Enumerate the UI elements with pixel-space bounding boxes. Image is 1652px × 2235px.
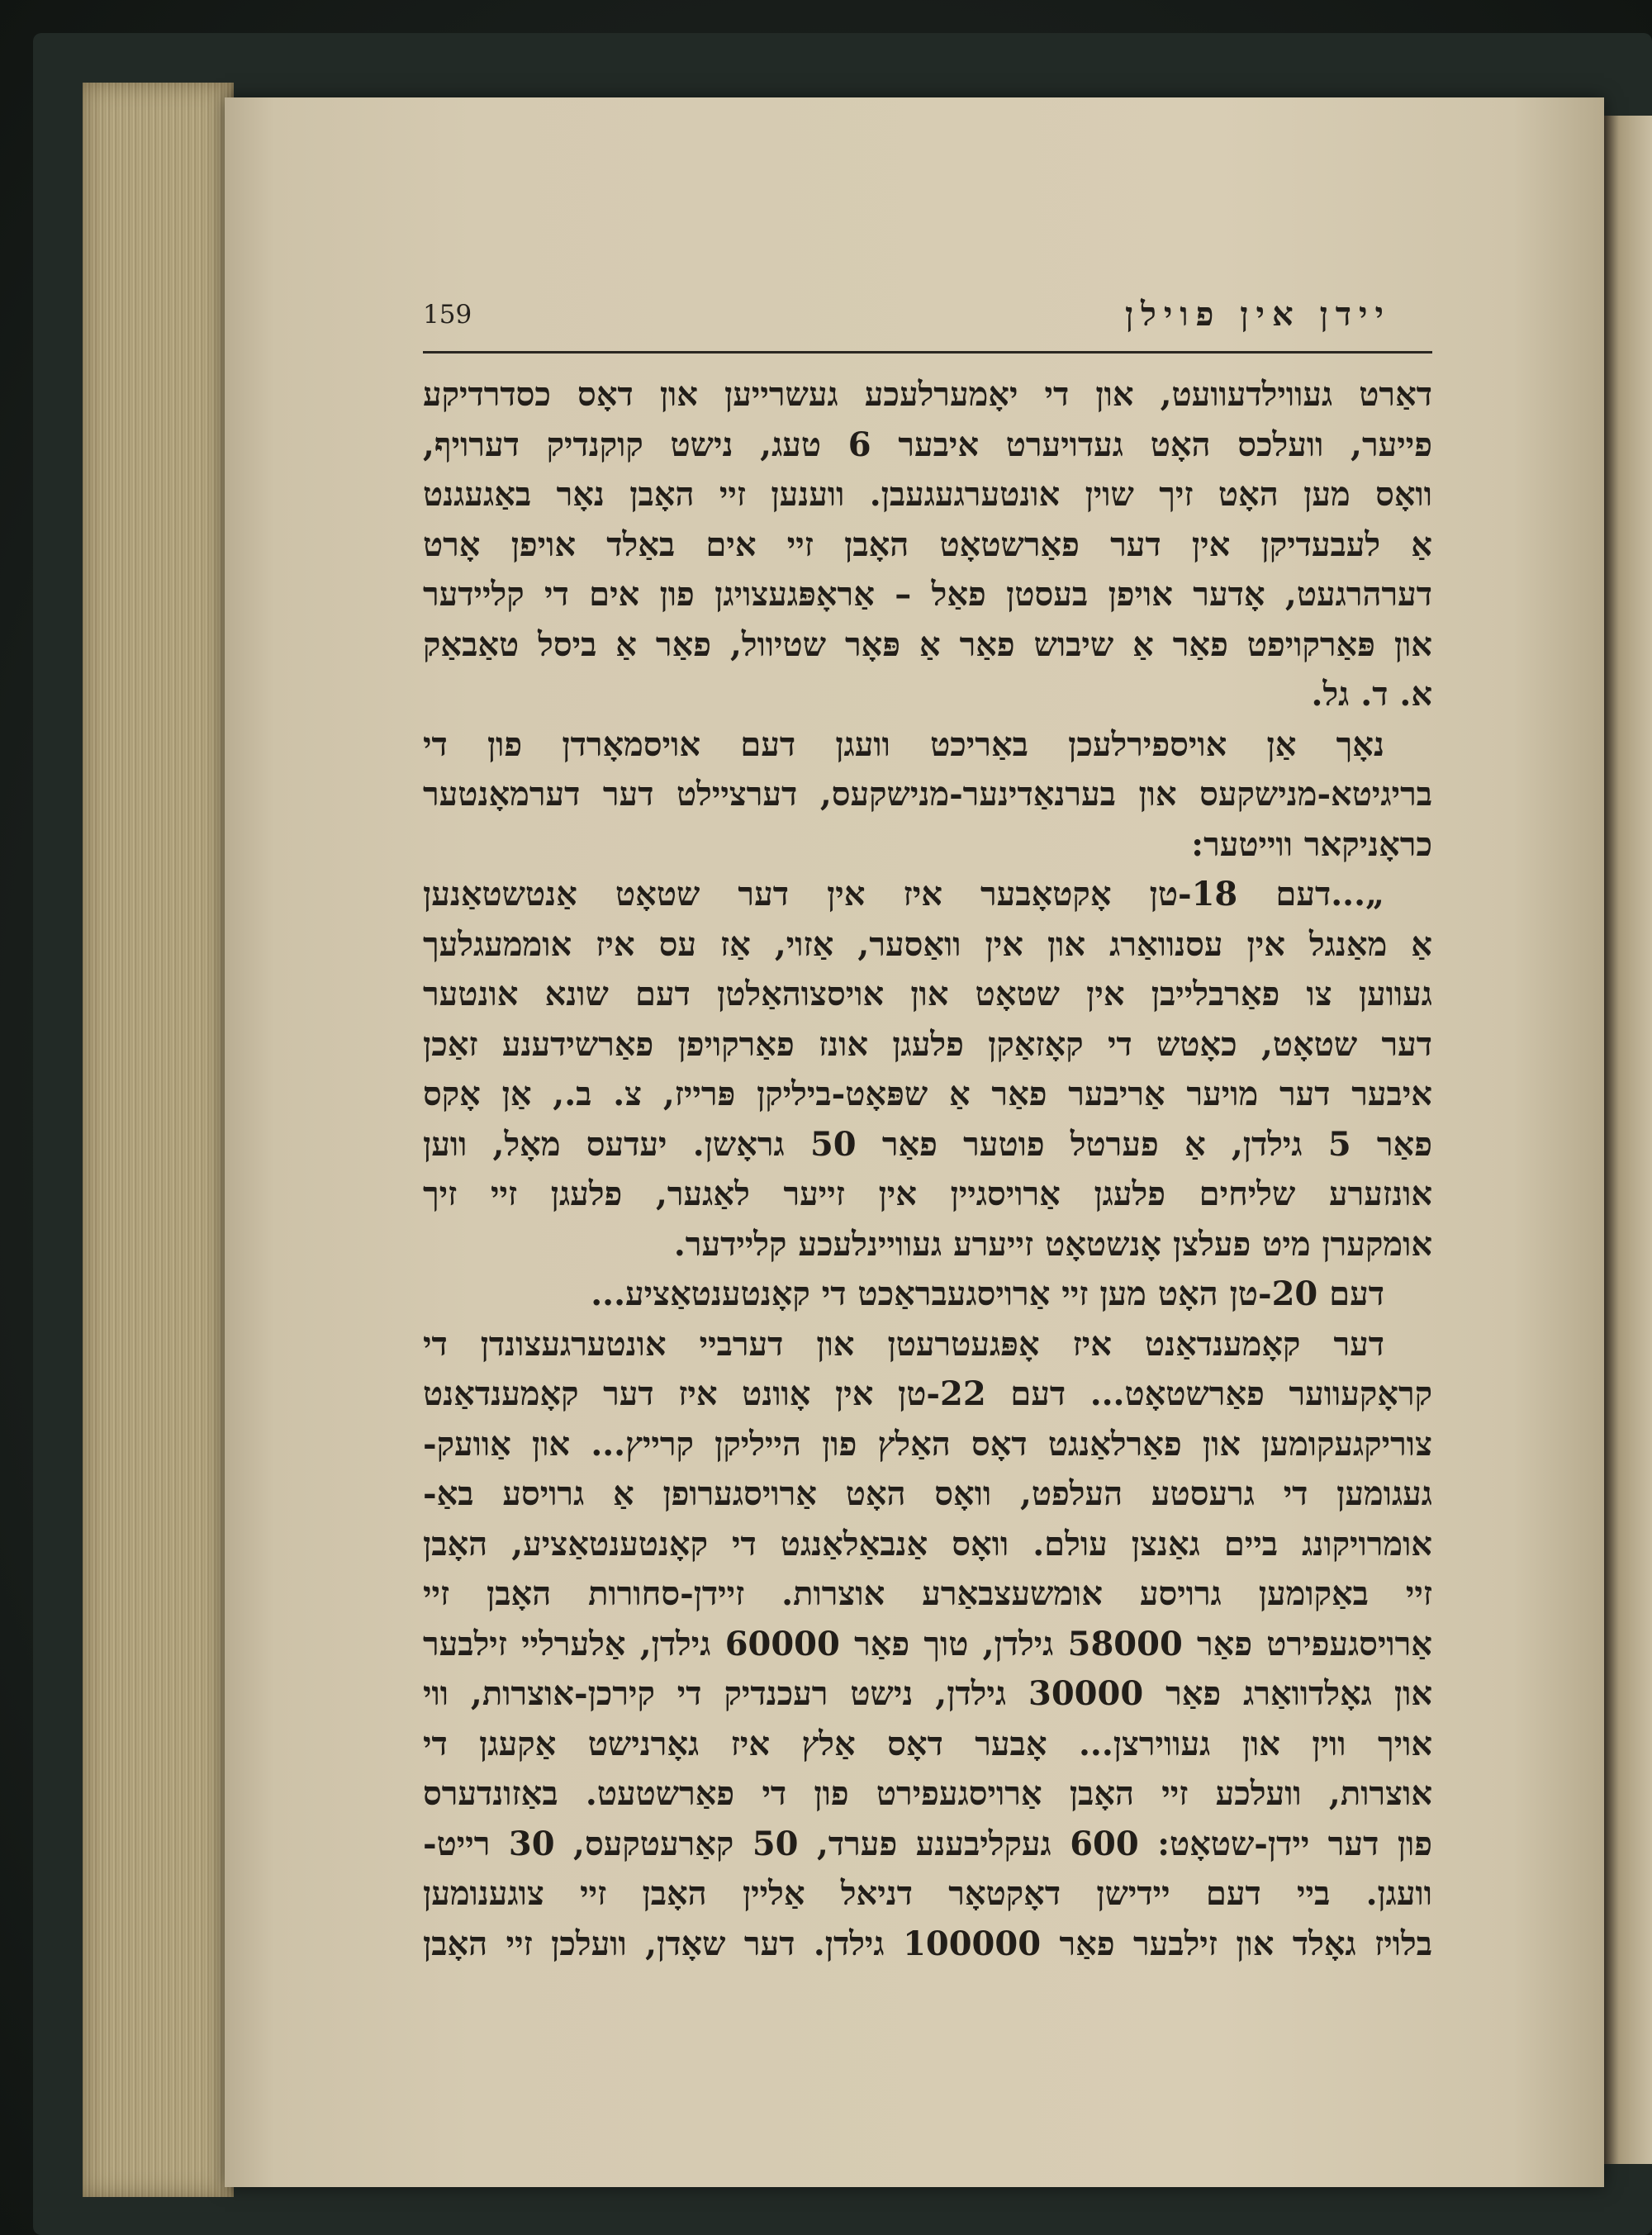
running-head <box>423 293 1432 354</box>
text-line: דער קאָמענדאַנט איז אָפּגעטרעטן און דערביי אונטערגעצונדן די <box>423 1324 1384 1364</box>
text-line: און פּאַרקויפט פאַר אַ שיבוש פאַר אַ פּאָר שטיוול, פאַר אַ ביסל טאַבאַק <box>423 624 1432 664</box>
text-line: א. ד. גל. <box>1311 675 1432 714</box>
text-line: דער שטאָט, כאָטש די קאָזאַקן פלעגן אונז פאַרקויפן פאַרשידענע זאַכן <box>423 1024 1432 1064</box>
page-edges <box>83 83 234 2197</box>
text-line: דעם 20-טן האָט מען זיי אַרויסגעבראַכט די קאָנטענטאַציע... <box>591 1274 1384 1313</box>
text-line: און גאָלדוואַרג פאַר 30000 גילדן, נישט רעכנדיק די קירכן-אוצרות, ווי <box>423 1674 1432 1713</box>
text-line: דאַרט געווילדעוועט, און די יאָמערלעכע געשרייען און דאָס כסדרדיקע <box>423 375 1432 414</box>
body-text <box>423 370 1432 2105</box>
text-line: אַ מאַנגל אין עסנוואַרג און אין וואַסער, אַזוי, אַז עס איז אוממעגלעך <box>423 924 1432 964</box>
text-line: נאָך אַן אויספירלעכן באַריכט וועגן דעם אויסמאָרדן פון די <box>423 724 1384 764</box>
facing-page-edge <box>1604 116 1652 2164</box>
text-line: „...דעם 18-טן אָקטאָבער איז אין דער שטאָט אַנטשטאַנען <box>423 875 1385 913</box>
page-number: 159 <box>423 300 472 330</box>
text-line: וועגן. ביי דעם יידישן דאָקטאָר דניאל אַליין האָבן זיי צוגענומען <box>423 1874 1432 1913</box>
text-line: בריגיטא-מנישקעס און בערנאַדינער-מנישקעס, דערציילט דער דערמאָנטער <box>423 775 1432 814</box>
running-title: יידן אין פוילן <box>1124 295 1391 334</box>
text-line: אומרויקונג ביים גאַנצן עולם. וואָס אַנבאַלאַנגט די קאָנטענטאַציע, האָבן <box>423 1524 1432 1564</box>
text-line: אַ לעבעדיקן אין דער פאַרשטאָט האָבן זיי אים באַלד אויפן אָרט <box>423 524 1432 564</box>
text-line: כראָניקאר ווייטער: <box>1191 824 1432 864</box>
text-line: וואָס מען האָט זיך שוין אונטערגעגעבן. ווענען זיי האָבן נאָר באַגעגנט <box>423 475 1432 514</box>
text-line: אונזערע שליחים פלעגן אַרויסגיין אין זייער לאַגער, פלעגן זיי זיך <box>423 1174 1432 1213</box>
text-line: קראָקעווער פאַרשטאָט... דעם 22-טן אין אָוונט איז דער קאָמענדאַנט <box>423 1374 1432 1413</box>
text-line: געגומען די גרעסטע העלפט, וואָס האָט אַרויסגערופן אַ גרויסע באַ- <box>423 1474 1432 1513</box>
text-line: צוריקגעקומען און פאַרלאַנגט דאָס האַלץ פון הייליקן קרייץ... און אַוועק- <box>423 1424 1432 1464</box>
text-line: אומקערן מיט פעלצן אָנשטאָט זייערע געוויינלעכע קליידער. <box>673 1224 1432 1264</box>
text-line: פון דער יידן-שטאָט: 600 געקליבענע פערד, 50 קאַרעטקעס, 30 רייט- <box>423 1824 1432 1863</box>
text-line: אַרויסגעפירט פאַר 58000 גילדן, טוך פאַר 60000 גילדן, אַלערליי זילבער <box>423 1624 1432 1663</box>
text-line: פייער, וועלכס האָט געדויערט איבער 6 טעג, נישט קוקנדיק דערויף, <box>423 425 1432 464</box>
text-line: פאַר 5 גילדן, אַ פערטל פוטער פאַר 50 גראָשן. יעדעס מאָל, ווען <box>423 1124 1432 1164</box>
text-line: אויך ווין און געווירצן... אָבער דאָס אַלץ איז גאָרנישט אַקעגן די <box>423 1724 1432 1763</box>
text-line: געווען צו פאַרבלייבן אין שטאָט און אויסצוהאַלטן דעם שונא אונטער <box>423 975 1432 1013</box>
text-line: אוצרות, וועלכע זיי האָבן אַרויסגעפירט פון די פאַרשטעט. באַזונדערס <box>423 1774 1432 1813</box>
text-line: זיי באַקומען גרויסע אומשעצבאַרע אוצרות. זיידן-סחורות האָבן זיי <box>423 1574 1432 1613</box>
text-line: איבער דער מויער אַריבער פאַר אַ שפּאָט-ביליקן פּרייז, צ. ב., אַן אָקס <box>423 1075 1432 1113</box>
text-line: בלויז גאָלד און זילבער פאַר 100000 גילדן. דער שאָדן, וועלכן זיי האָבן <box>423 1924 1432 1963</box>
text-line: דערהרגעט, אָדער אויפן בעסטן פאַל – אַראָפּגעצויגן פון אים די קליידער <box>423 575 1432 614</box>
